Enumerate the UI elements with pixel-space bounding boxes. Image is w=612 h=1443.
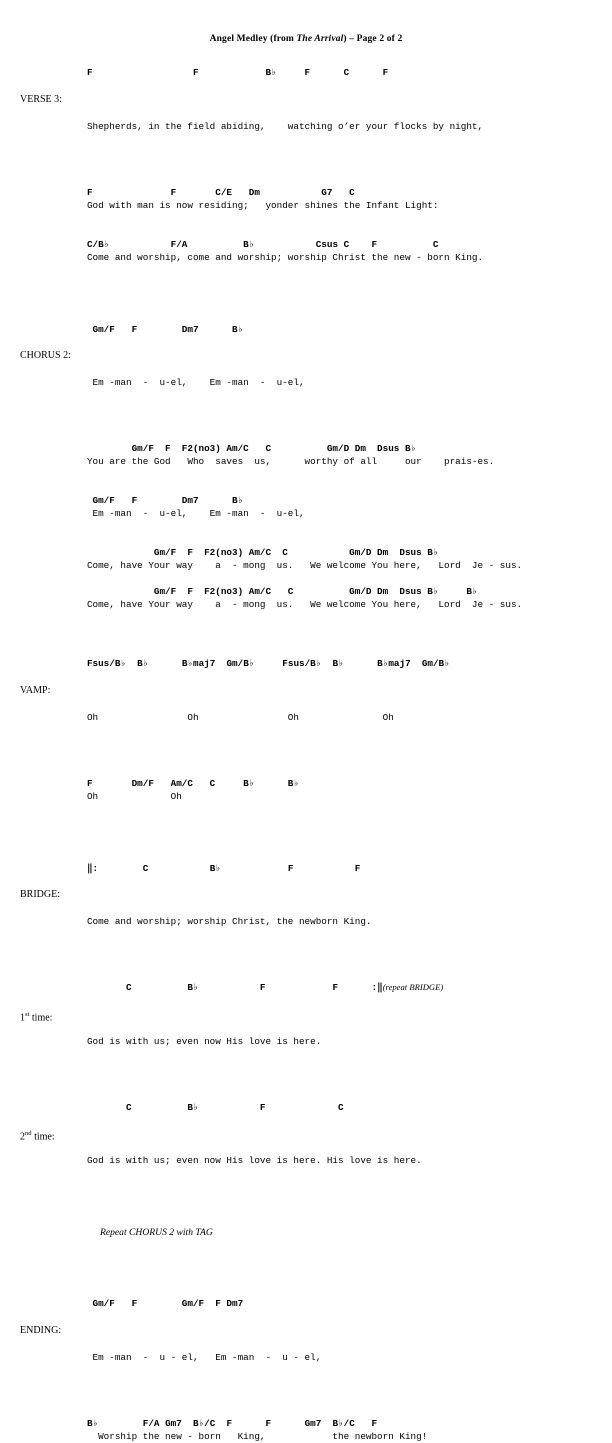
spacer [20,572,592,585]
chord-line: Fsus/B♭ B♭ B♭maj7 Gm/B♭ Fsus/B♭ B♭ B♭maj7 Gm/B♭ [20,658,450,669]
section-vamp [20,657,592,803]
title-work-name: The Arrival [296,34,344,44]
section-label-vamp: VAMP: [20,684,51,696]
spacer [20,520,592,546]
lyric-line: Come, have Your way a - mong us. We welcome You here, Lord Je - sus. [20,599,523,610]
section-label-verse-3: VERSE 3: [20,93,62,105]
page-title [20,34,592,44]
lyric-line: God is with us; even now His love is here. [20,1035,322,1047]
label-number: 1 [20,1011,25,1023]
section-label-ending: ENDING: [20,1324,62,1336]
spacer [20,468,592,494]
section-second-time [20,1101,592,1195]
lyric-row [20,994,592,1075]
lyric-line: God is with us; even now His love is here. His love is here. [20,1155,422,1166]
label-number: 2 [20,1131,25,1143]
chord-line: B♭ F/A Gm7 B♭/C F F Gm7 B♭/C F [20,1417,378,1429]
section-verse-3 [20,66,592,264]
chord-line: Gm/F F Gm/F F Dm7 [20,1298,244,1309]
chord-line: Gm/F F Dm7 B♭ [20,323,244,335]
lyric-row [20,1114,592,1195]
label-ordinal-suffix: st [25,1010,30,1018]
section-label-first-time [20,1008,52,1025]
lyric-line: Oh Oh [20,790,182,802]
spacer [20,212,592,238]
section-label-chorus-2: CHORUS 2: [20,350,71,361]
chord-line: ‖: C B♭ F F [20,862,361,874]
section-chorus-2 [20,323,592,612]
chord-line: Gm/F F F2(no3) Am/C C Gm/D Dm Dsus B♭ [20,547,439,558]
spacer [20,955,592,981]
section-ending [20,1297,592,1443]
section-label-bridge: BRIDGE: [20,889,60,900]
label-text: time: [29,1011,53,1023]
chord-line: F F B♭ F C F [20,67,389,78]
spacer [20,416,592,442]
lyric-line: God with man is now residing; yonder shines the Infant Light: [20,199,439,211]
chord-line: C B♭ F C [20,1101,344,1113]
spacer [20,644,592,657]
spacer [20,803,592,836]
repeat-bridge-note: (repeat BRIDGE) [382,982,444,992]
lyric-line: Shepherds, in the field abiding, watching o’er your flocks by night, [20,120,484,132]
repeat-chorus-tag-note: Repeat CHORUS 2 with TAG [100,1227,213,1238]
spacer [20,1271,592,1297]
lyric-line: You are the God Who saves us, worthy of all our prais-es. [20,456,495,467]
lyric-line: Come, have Your way a - mong us. We welcome You here, Lord Je - sus. [20,560,523,571]
lyric-row [20,336,592,417]
chord-line: Gm/F F F2(no3) Am/C C Gm/D Dm Dsus B♭ B♭ [20,586,478,597]
lyric-row [20,79,592,160]
lyric-row [20,670,592,751]
spacer [20,836,592,862]
spacer [20,1391,592,1417]
chord-line: Gm/F F Dm7 B♭ [20,495,244,506]
spacer [20,611,592,644]
chord-line: Gm/F F F2(no3) Am/C C Gm/D Dm Dsus B♭ [20,443,417,454]
spacer [20,297,592,323]
lyric-line: Worship the new - born King, the newborn King! [20,1430,428,1442]
spacer [20,751,592,777]
spacer [20,160,592,186]
section-bridge [20,862,592,956]
lyric-line: Em -man - u-el, Em -man - u-el, [20,508,305,519]
lyric-line: Oh Oh Oh Oh [20,711,394,723]
chord-line: F F C/E Dm G7 C [20,186,355,198]
spacer [20,264,592,297]
lyric-line: Come and worship, come and worship; worship Christ the new - born King. [20,251,484,263]
chord-line: C/B♭ F/A B♭ Csus C F C [20,238,439,250]
lyric-line: Em -man - u-el, Em -man - u-el, [20,377,305,388]
title-prefix: Angel Medley (from [209,34,297,44]
spacer [20,1075,592,1101]
spacer [20,1238,592,1271]
spacer [20,1194,592,1227]
label-ordinal-suffix: nd [25,1130,32,1137]
lyric-row [20,1310,592,1391]
lyric-line: Come and worship; worship Christ, the newborn King. [20,916,372,927]
section-first-time [20,981,592,1075]
title-suffix: ) – Page 2 of 2 [343,34,403,44]
chord-line-with-note [20,981,592,994]
chord-line: F Dm/F Am/C C B♭ B♭ [20,777,299,789]
lyric-row [20,875,592,956]
label-text: time: [31,1131,55,1143]
chord-line: C B♭ F F :‖ [20,982,383,993]
lyric-line: Em -man - u - el, Em -man - u - el, [20,1351,322,1363]
section-label-second-time [20,1127,55,1144]
